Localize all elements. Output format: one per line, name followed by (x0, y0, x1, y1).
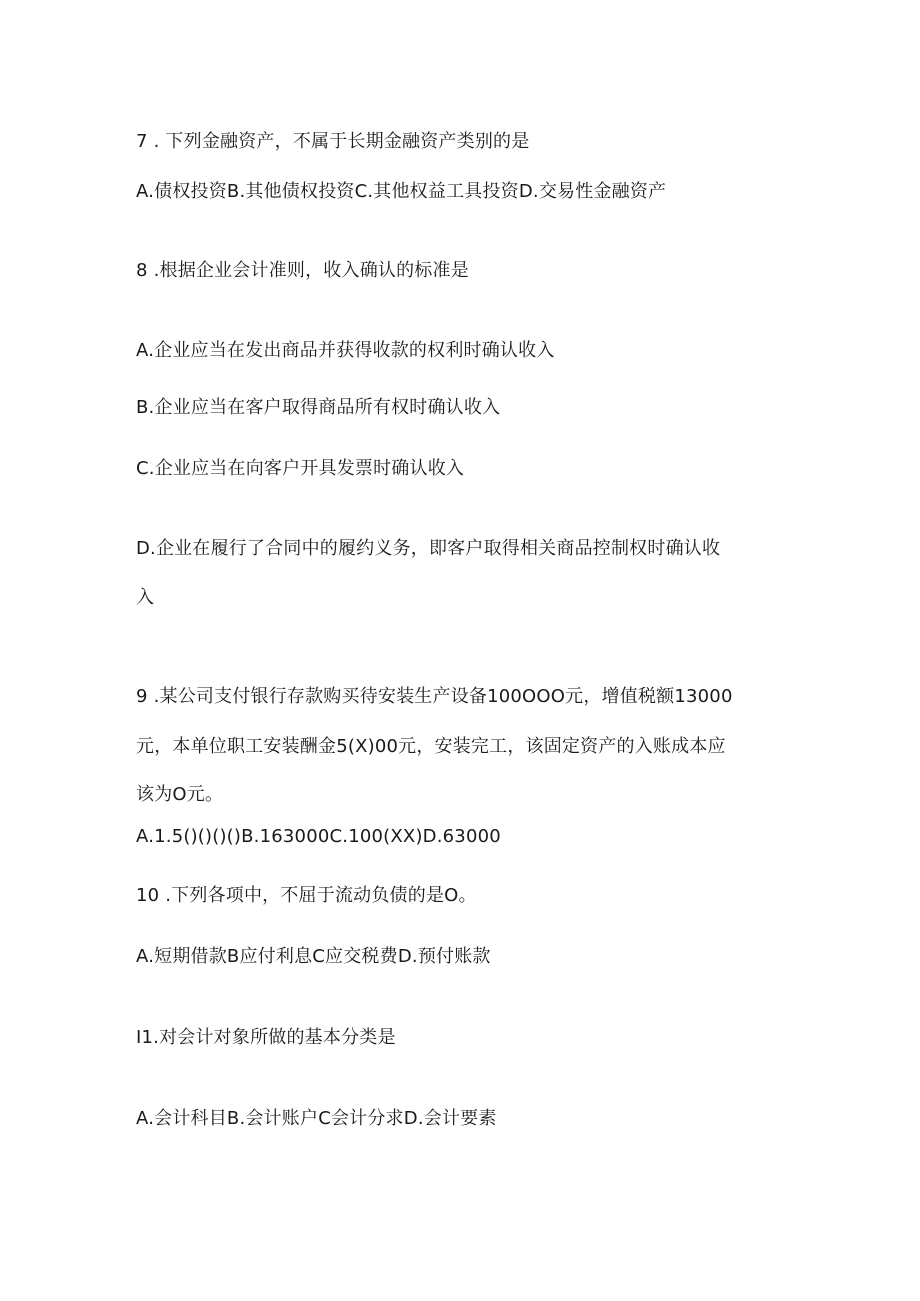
question-9-options: A.1.5()()()()B.163000C.100(XX)D.63000 (136, 826, 501, 847)
question-9-line-2: 元，本单位职工安装酬金5(X)00元，安装完工，该固定资产的入账成本应 (136, 736, 726, 757)
question-9: 9 .某公司支付银行存款购买待安装生产设备100OOO元，增值税额13000 (136, 686, 733, 707)
question-7: 7 . 下列金融资产，不属于长期金融资产类别的是 (136, 131, 530, 152)
question-8-option-d-cont: 入 (136, 587, 155, 608)
question-10-options: A.短期借款B应付利息C应交税费D.预付账款 (136, 946, 491, 967)
question-11: I1.对会计对象所做的基本分类是 (136, 1027, 396, 1048)
question-10: 10 .下列各项中，不屈于流动负债的是O。 (136, 885, 477, 906)
question-8-option-c: C.企业应当在向客户开具发票时确认收入 (136, 458, 465, 479)
question-9-line-3: 该为O元。 (136, 784, 224, 805)
question-8: 8 .根据企业会计准则，收入确认的标准是 (136, 260, 469, 281)
question-8-option-a: A.企业应当在发出商品并获得收款的权利时确认收入 (136, 340, 555, 361)
question-8-option-d: D.企业在履行了合同中的履约义务，即客户取得相关商品控制权时确认收 (136, 538, 721, 559)
question-8-option-b: B.企业应当在客户取得商品所有权时确认收入 (136, 397, 501, 418)
question-11-options: A.会计科目B.会计账户C会计分求D.会计要素 (136, 1108, 497, 1129)
question-7-options: A.债权投资B.其他债权投资C.其他权益工具投资D.交易性金融资产 (136, 181, 667, 202)
